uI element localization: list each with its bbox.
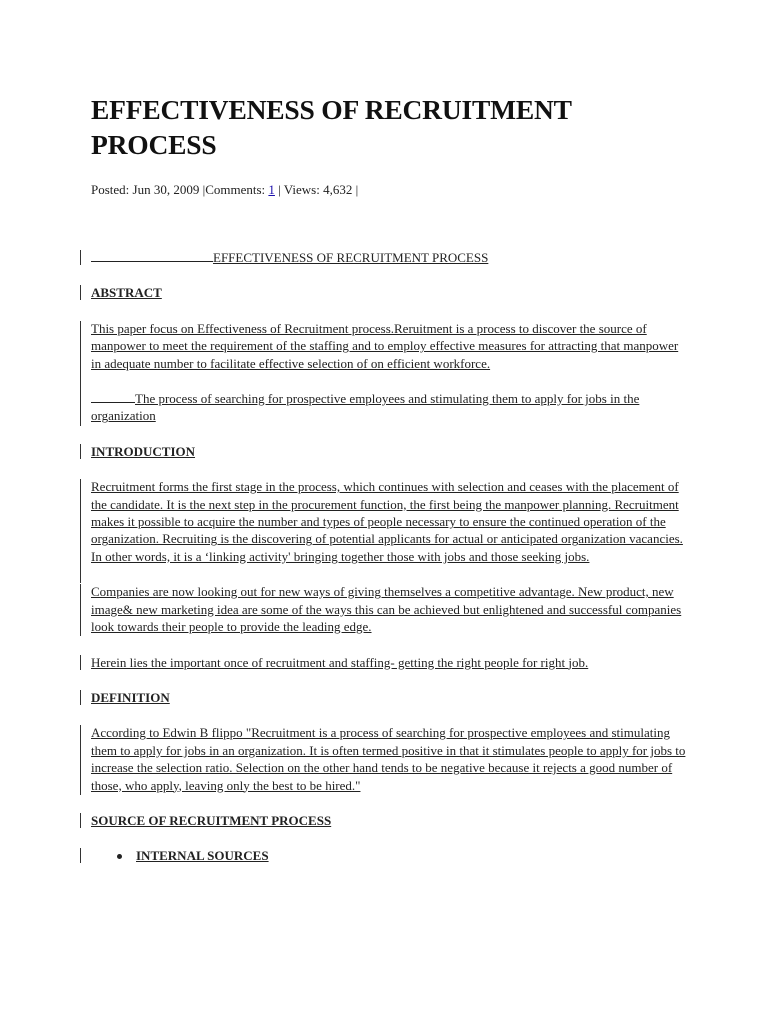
posted-date: Jun 30, 2009 <box>132 182 200 197</box>
views-label: | Views: <box>278 182 320 197</box>
abstract-text-2: The process of searching for prospective employees and stimulating them to apply for jobs in the organization <box>91 391 640 424</box>
definition-text: According to Edwin B flippo "Recruitment is a process of searching for prospective employees and stimulating them to apply for jobs in an organization. It is often termed positive in that it stimulates people to apply for jobs to increase the selection ratio. Selection on the other hand tends to be negative because it rejects a good number of those, who apply, leaving only the best to be hired." <box>91 725 686 793</box>
bullet-icon <box>117 854 122 859</box>
abstract-paragraph-2 <box>91 390 691 425</box>
list-item <box>91 847 691 864</box>
doc-heading-block <box>91 249 691 266</box>
introduction-text-1: Recruitment forms the first stage in the process, which continues with selection and ceases with the placement of the candidate. It is the next step in the procurement function, the first being the manpower planning. Recruitment makes it possible to acquire the number and types of people necessary to ensure the continued operation of the organization. Recruiting is the discovering of potential applicants for actual or anticipated organization vacancies. In other words, it is a ‘linking activity' bringing together those with jobs and those seeking jobs. <box>91 479 683 564</box>
post-meta <box>91 182 691 198</box>
introduction-heading: INTRODUCTION <box>91 443 196 459</box>
introduction-heading-block <box>91 443 691 460</box>
source-heading: SOURCE OF RECRUITMENT PROCESS <box>91 812 332 828</box>
introduction-paragraph-1 <box>91 478 691 565</box>
abstract-paragraph <box>91 320 691 372</box>
doc-heading: EFFECTIVENESS OF RECRUITMENT PROCESS <box>213 250 489 265</box>
source-heading-block <box>91 812 691 829</box>
views-count: 4,632 <box>323 182 353 197</box>
introduction-text-3: Herein lies the important once of recruitment and staffing- getting the right people for right job. <box>91 654 589 670</box>
heading-leader <box>91 249 213 262</box>
introduction-text-2: Companies are now looking out for new ways of giving themselves a competitive advantage. New product, new image& new marketing idea are some of the ways this can be achieved but enlightened and successful companies look towards their people to provide the leading edge. <box>91 584 682 635</box>
article <box>91 92 691 865</box>
introduction-paragraph-3 <box>91 654 691 671</box>
internal-sources-label: INTERNAL SOURCES <box>136 848 269 864</box>
posted-label: Posted: <box>91 182 130 197</box>
abstract-text: This paper focus on Effectiveness of Recruitment process.Reruitment is a process to discover the source of manpower to meet the requirement of the staffing and to employ effective measures for attracting that manpower in adequate number to facilitate effective selection of on efficient workforce. <box>91 320 679 371</box>
page-title: EFFECTIVENESS OF RECRUITMENT PROCESS <box>91 94 572 160</box>
definition-paragraph <box>91 724 691 794</box>
definition-heading: DEFINITION <box>91 689 170 705</box>
meta-trailing-separator: | <box>355 182 359 197</box>
comments-count-link[interactable]: 1 <box>268 182 275 197</box>
comments-label: |Comments: <box>202 182 266 197</box>
abstract-heading: ABSTRACT <box>91 285 162 301</box>
abstract-heading-block <box>91 284 691 301</box>
introduction-paragraph-2 <box>91 583 691 635</box>
definition-heading-block <box>91 689 691 706</box>
paragraph-indent <box>91 390 135 403</box>
